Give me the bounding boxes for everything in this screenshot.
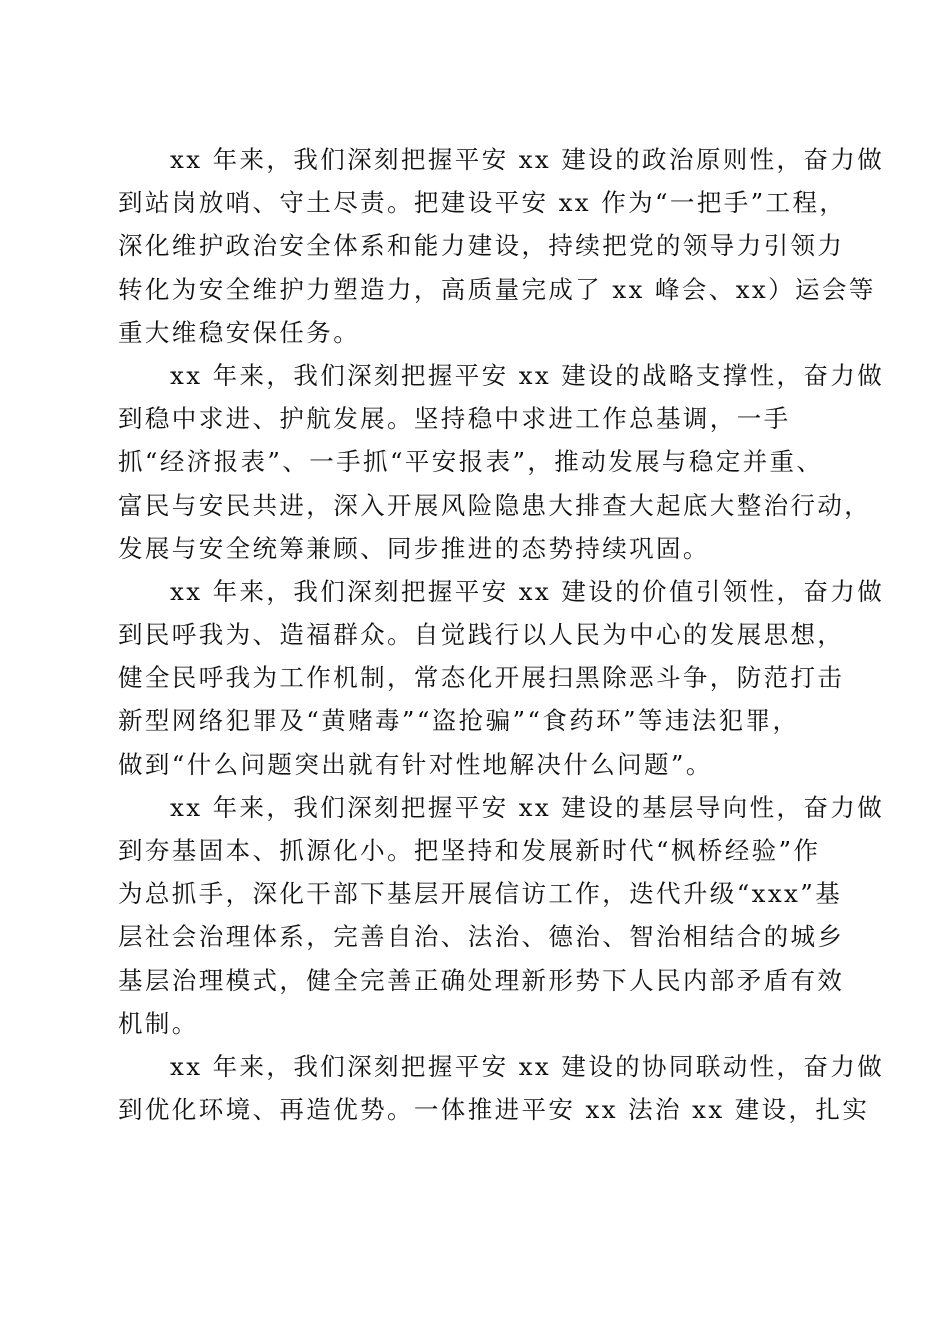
text-line: 基层治理模式，健全完善正确处理新形势下人民内部矛盾有效: [118, 965, 845, 995]
text-line: xx 年来，我们深刻把握平安 xx 建设的基层导向性，奋力做: [170, 792, 885, 822]
text-line: 到夯基固本、抓源化小。把坚持和发展新时代“枫桥经验”作: [118, 836, 821, 865]
text-line: 深化维护政治安全体系和能力建设，持续把党的领导力引领力: [118, 231, 845, 261]
text-line: 到站岗放哨、守土尽责。把建设平安 xx 作为“一把手”工程，: [118, 188, 847, 218]
paragraph-strategic-support: [118, 354, 885, 570]
document-body: [118, 138, 885, 1131]
text-line: 健全民呼我为工作机制，常态化开展扫黑除恶斗争，防范打击: [118, 663, 845, 693]
text-line: 发展与安全统筹兼顾、同步推进的态势持续巩固。: [118, 533, 710, 563]
text-line: 富民与安民共进，深入开展风险隐患大排查大起底大整治行动，: [118, 490, 872, 520]
text-line: xx 年来，我们深刻把握平安 xx 建设的协同联动性，奋力做: [170, 1051, 885, 1081]
text-line: xx 年来，我们深刻把握平安 xx 建设的价值引领性，奋力做: [170, 576, 885, 606]
text-line: xx 年来，我们深刻把握平安 xx 建设的战略支撑性，奋力做: [170, 360, 885, 390]
text-line: 重大维稳安保任务。: [118, 317, 361, 347]
text-line: xx 年来，我们深刻把握平安 xx 建设的政治原则性，奋力做: [170, 145, 885, 174]
text-line: 为总抓手，深化干部下基层开展信访工作，迭代升级“xxx”基: [118, 879, 843, 909]
paragraph-political-principle: [118, 138, 885, 354]
text-line: 新型网络犯罪及“黄赌毒”“盗抢骗”“食药环”等违法犯罪，: [118, 706, 800, 736]
paragraph-value-guidance: [118, 570, 885, 786]
text-line: 做到“什么问题突出就有针对性地解决什么问题”。: [118, 749, 713, 779]
text-line: 到稳中求进、护航发展。坚持稳中求进工作总基调，一手: [118, 404, 791, 434]
paragraph-coordinated-linkage: [118, 1045, 885, 1131]
text-line: 抓“经济报表”、一手抓“平安报表”，推动发展与稳定并重、: [118, 447, 824, 477]
paragraph-grassroots-orientation: [118, 786, 885, 1045]
text-line: 机制。: [118, 1008, 199, 1038]
text-line: 到民呼我为、造福群众。自觉践行以人民为中心的发展思想，: [118, 620, 845, 650]
text-line: 转化为安全维护力塑造力，高质量完成了 xx 峰会、xx）运会等: [118, 274, 876, 304]
text-line: 层社会治理体系，完善自治、法治、德治、智治相结合的城乡: [118, 922, 845, 952]
text-line: 到优化环境、再造优势。一体推进平安 xx 法治 xx 建设，扎实: [118, 1095, 870, 1125]
